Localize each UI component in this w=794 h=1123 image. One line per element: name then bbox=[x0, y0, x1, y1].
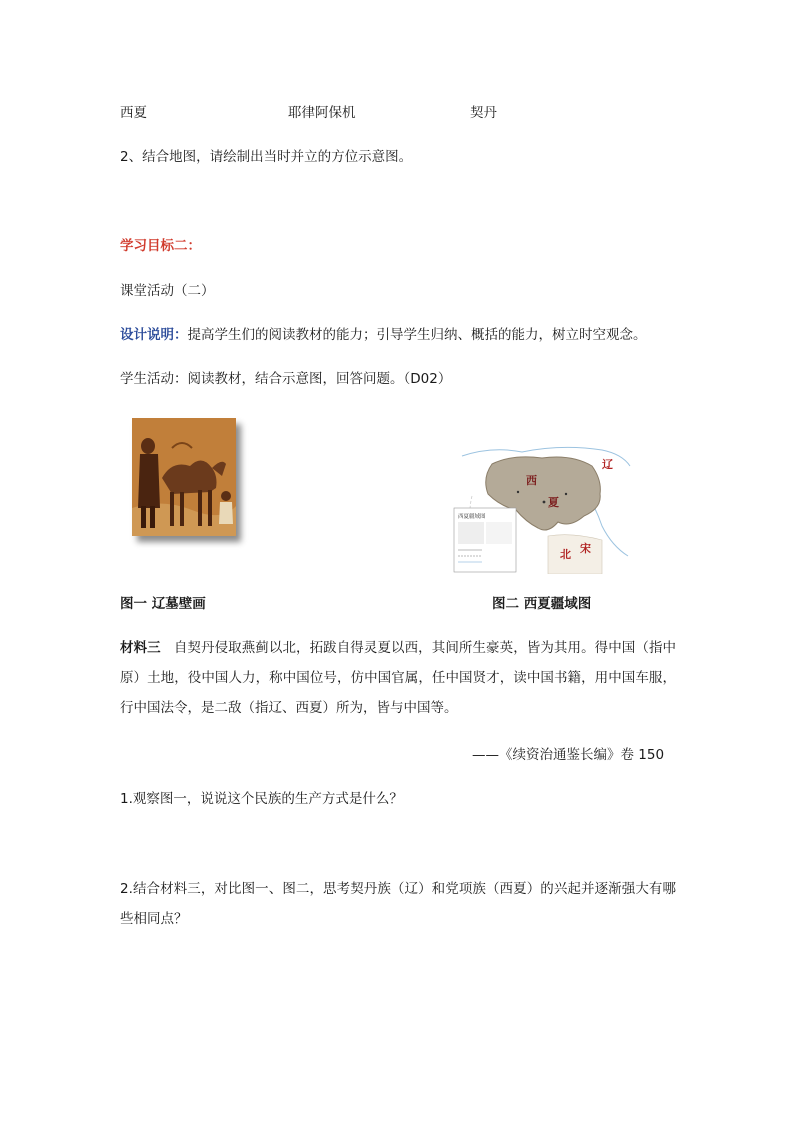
activity-heading: 课堂活动（二） bbox=[120, 283, 215, 299]
western-xia-territory-map bbox=[452, 436, 632, 574]
map-legend-title: 西夏疆域图 bbox=[458, 514, 486, 520]
student-activity: 学生活动：阅读教材，结合示意图，回答问题。（D02） bbox=[120, 371, 452, 387]
material-source: ——《续资治通鉴长编》卷 150 bbox=[472, 747, 665, 763]
map-label-liao: 辽 bbox=[602, 458, 613, 471]
goal-heading: 学习目标二： bbox=[120, 238, 201, 254]
material-text: 自契丹侵取燕蓟以北，拓跋自得灵夏以西，其间所生豪英，皆为其用。得中国（指中原）土地，役中国人力，称中国位号，仿中国官属，任中国贤才，读中国书籍，用中国车服，行中国法令，是二敌（指辽、西夏）所为，皆与中国等。 bbox=[120, 640, 677, 716]
figure1-caption: 图一 辽墓壁画 bbox=[120, 596, 206, 612]
question-2: 2.结合材料三，对比图一、图二，思考契丹族（辽）和党项族（西夏）的兴起并逐渐强大有哪些相同点？ bbox=[120, 881, 676, 927]
answer-item-xixia: 西夏 bbox=[120, 105, 147, 121]
design-note-label: 设计说明： bbox=[120, 327, 188, 343]
map-label-xia: 夏 bbox=[548, 496, 559, 509]
map-label-xi: 西 bbox=[526, 474, 537, 487]
figure2-caption: 图二 西夏疆域图 bbox=[492, 596, 592, 612]
liao-tomb-fresco-image bbox=[132, 418, 236, 536]
material-label: 材料三 bbox=[120, 640, 161, 656]
answer-item-yelv-abaoji: 耶律阿保机 bbox=[288, 105, 356, 121]
question-draw-map: 2、结合地图，请绘制出当时并立的方位示意图。 bbox=[120, 149, 413, 165]
answer-item-qidan: 契丹 bbox=[470, 105, 497, 121]
material-three bbox=[120, 633, 676, 723]
question-1: 1.观察图一，说说这个民族的生产方式是什么？ bbox=[120, 791, 403, 807]
design-note-text: 提高学生们的阅读教材的能力；引导学生归纳、概括的能力，树立时空观念。 bbox=[187, 327, 647, 343]
map-label-bei: 北 bbox=[560, 548, 571, 561]
design-note bbox=[120, 325, 647, 345]
map-label-song: 宋 bbox=[580, 542, 591, 555]
